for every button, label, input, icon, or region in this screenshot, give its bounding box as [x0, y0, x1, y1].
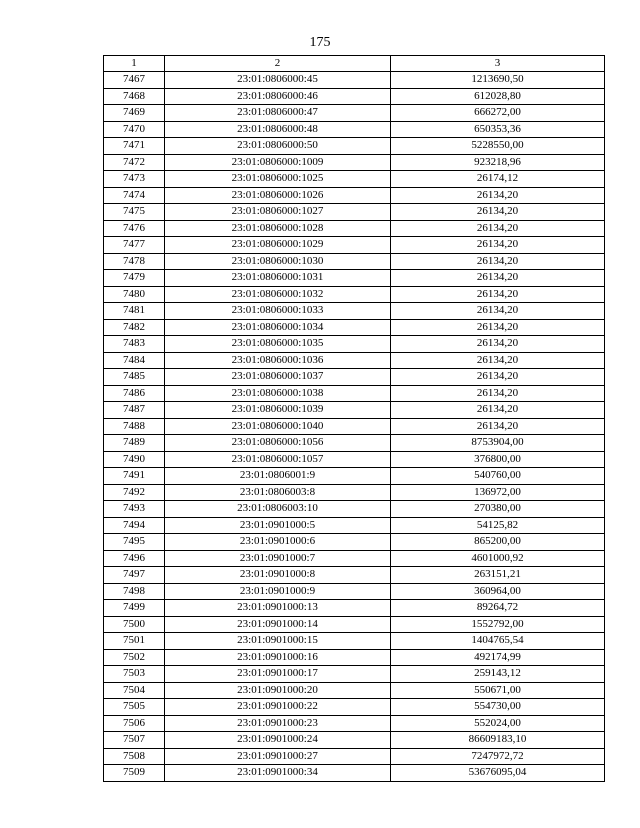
- value-cell: 923218,96: [391, 154, 605, 171]
- value-cell: 26134,20: [391, 220, 605, 237]
- table-row: [104, 451, 605, 468]
- value-cell: 4601000,92: [391, 550, 605, 567]
- row-number-cell: 7475: [104, 204, 165, 221]
- table-row: [104, 187, 605, 204]
- cadastral-number-cell: 23:01:0901000:34: [165, 765, 391, 782]
- row-number-cell: 7484: [104, 352, 165, 369]
- row-number-cell: 7496: [104, 550, 165, 567]
- row-number-cell: 7494: [104, 517, 165, 534]
- value-cell: 650353,36: [391, 121, 605, 138]
- row-number-cell: 7498: [104, 583, 165, 600]
- table-row: [104, 204, 605, 221]
- row-number-cell: 7491: [104, 468, 165, 485]
- table-row: [104, 352, 605, 369]
- value-cell: 26134,20: [391, 385, 605, 402]
- row-number-cell: 7487: [104, 402, 165, 419]
- cadastral-number-cell: 23:01:0901000:9: [165, 583, 391, 600]
- cadastral-number-cell: 23:01:0806000:1030: [165, 253, 391, 270]
- table-row: [104, 220, 605, 237]
- row-number-cell: 7479: [104, 270, 165, 287]
- table-row: [104, 517, 605, 534]
- row-number-cell: 7509: [104, 765, 165, 782]
- row-number-cell: 7488: [104, 418, 165, 435]
- row-number-cell: 7471: [104, 138, 165, 155]
- cadastral-number-cell: 23:01:0806000:1056: [165, 435, 391, 452]
- cadastral-number-cell: 23:01:0806003:8: [165, 484, 391, 501]
- row-number-cell: 7504: [104, 682, 165, 699]
- cadastral-number-cell: 23:01:0806000:1029: [165, 237, 391, 254]
- table-row: [104, 748, 605, 765]
- value-cell: 54125,82: [391, 517, 605, 534]
- cadastral-number-cell: 23:01:0806000:1035: [165, 336, 391, 353]
- table-row: [104, 319, 605, 336]
- row-number-cell: 7472: [104, 154, 165, 171]
- table-row: [104, 567, 605, 584]
- cadastral-number-cell: 23:01:0806003:10: [165, 501, 391, 518]
- table-row: [104, 682, 605, 699]
- table-row: [104, 583, 605, 600]
- table-row: [104, 600, 605, 617]
- cadastral-number-cell: 23:01:0806000:1033: [165, 303, 391, 320]
- cadastral-number-cell: 23:01:0806001:9: [165, 468, 391, 485]
- row-number-cell: 7470: [104, 121, 165, 138]
- cadastral-number-cell: 23:01:0901000:5: [165, 517, 391, 534]
- value-cell: 26174,12: [391, 171, 605, 188]
- column-header: 2: [165, 56, 391, 72]
- cadastral-number-cell: 23:01:0806000:1040: [165, 418, 391, 435]
- cadastral-number-cell: 23:01:0901000:24: [165, 732, 391, 749]
- value-cell: 554730,00: [391, 699, 605, 716]
- table-body: [104, 72, 605, 782]
- cadastral-number-cell: 23:01:0901000:17: [165, 666, 391, 683]
- table-row: [104, 468, 605, 485]
- page-number: 175: [309, 35, 331, 50]
- value-cell: 136972,00: [391, 484, 605, 501]
- cadastral-number-cell: 23:01:0806000:1009: [165, 154, 391, 171]
- table-row: [104, 154, 605, 171]
- row-number-cell: 7489: [104, 435, 165, 452]
- column-header: 3: [391, 56, 605, 72]
- row-number-cell: 7493: [104, 501, 165, 518]
- cadastral-number-cell: 23:01:0901000:8: [165, 567, 391, 584]
- table-row: [104, 666, 605, 683]
- row-number-cell: 7473: [104, 171, 165, 188]
- cadastral-number-cell: 23:01:0806000:1038: [165, 385, 391, 402]
- cadastral-number-cell: 23:01:0806000:47: [165, 105, 391, 122]
- row-number-cell: 7485: [104, 369, 165, 386]
- cadastral-number-cell: 23:01:0806000:1057: [165, 451, 391, 468]
- cadastral-number-cell: 23:01:0806000:1036: [165, 352, 391, 369]
- column-header: 1: [104, 56, 165, 72]
- cadastral-number-cell: 23:01:0901000:27: [165, 748, 391, 765]
- value-cell: 552024,00: [391, 715, 605, 732]
- cadastral-number-cell: 23:01:0806000:1039: [165, 402, 391, 419]
- table-row: [104, 138, 605, 155]
- value-cell: 1404765,54: [391, 633, 605, 650]
- cadastral-number-cell: 23:01:0806000:45: [165, 72, 391, 89]
- value-cell: 26134,20: [391, 352, 605, 369]
- value-cell: 1213690,50: [391, 72, 605, 89]
- table-row: [104, 72, 605, 89]
- value-cell: 26134,20: [391, 319, 605, 336]
- cadastral-number-cell: 23:01:0806000:1032: [165, 286, 391, 303]
- cadastral-number-cell: 23:01:0806000:46: [165, 88, 391, 105]
- row-number-cell: 7495: [104, 534, 165, 551]
- row-number-cell: 7505: [104, 699, 165, 716]
- cadastral-number-cell: 23:01:0806000:1028: [165, 220, 391, 237]
- row-number-cell: 7467: [104, 72, 165, 89]
- cadastral-number-cell: 23:01:0806000:1034: [165, 319, 391, 336]
- table-header-row: [104, 56, 605, 72]
- cadastral-number-cell: 23:01:0901000:7: [165, 550, 391, 567]
- row-number-cell: 7477: [104, 237, 165, 254]
- table-row: [104, 121, 605, 138]
- row-number-cell: 7500: [104, 616, 165, 633]
- row-number-cell: 7474: [104, 187, 165, 204]
- value-cell: 26134,20: [391, 402, 605, 419]
- cadastral-number-cell: 23:01:0901000:16: [165, 649, 391, 666]
- row-number-cell: 7481: [104, 303, 165, 320]
- value-cell: 26134,20: [391, 237, 605, 254]
- data-table: [103, 55, 605, 782]
- value-cell: 376800,00: [391, 451, 605, 468]
- cadastral-number-cell: 23:01:0901000:6: [165, 534, 391, 551]
- value-cell: 666272,00: [391, 105, 605, 122]
- value-cell: 26134,20: [391, 286, 605, 303]
- row-number-cell: 7468: [104, 88, 165, 105]
- row-number-cell: 7501: [104, 633, 165, 650]
- table-row: [104, 633, 605, 650]
- value-cell: 26134,20: [391, 253, 605, 270]
- table-row: [104, 715, 605, 732]
- row-number-cell: 7508: [104, 748, 165, 765]
- row-number-cell: 7503: [104, 666, 165, 683]
- cadastral-number-cell: 23:01:0901000:22: [165, 699, 391, 716]
- value-cell: 26134,20: [391, 204, 605, 221]
- row-number-cell: 7482: [104, 319, 165, 336]
- cadastral-number-cell: 23:01:0901000:20: [165, 682, 391, 699]
- row-number-cell: 7497: [104, 567, 165, 584]
- cadastral-number-cell: 23:01:0901000:13: [165, 600, 391, 617]
- value-cell: 540760,00: [391, 468, 605, 485]
- table-row: [104, 649, 605, 666]
- cadastral-number-cell: 23:01:0806000:48: [165, 121, 391, 138]
- table-row: [104, 484, 605, 501]
- cadastral-number-cell: 23:01:0901000:14: [165, 616, 391, 633]
- table-row: [104, 105, 605, 122]
- value-cell: 26134,20: [391, 303, 605, 320]
- row-number-cell: 7506: [104, 715, 165, 732]
- row-number-cell: 7476: [104, 220, 165, 237]
- value-cell: 26134,20: [391, 270, 605, 287]
- table-row: [104, 501, 605, 518]
- cadastral-number-cell: 23:01:0806000:1037: [165, 369, 391, 386]
- table-row: [104, 550, 605, 567]
- value-cell: 5228550,00: [391, 138, 605, 155]
- table-row: [104, 402, 605, 419]
- table-row: [104, 732, 605, 749]
- value-cell: 7247972,72: [391, 748, 605, 765]
- value-cell: 263151,21: [391, 567, 605, 584]
- table-row: [104, 699, 605, 716]
- value-cell: 8753904,00: [391, 435, 605, 452]
- value-cell: 89264,72: [391, 600, 605, 617]
- table-row: [104, 303, 605, 320]
- value-cell: 259143,12: [391, 666, 605, 683]
- row-number-cell: 7483: [104, 336, 165, 353]
- table-row: [104, 286, 605, 303]
- table-row: [104, 336, 605, 353]
- cadastral-number-cell: 23:01:0901000:23: [165, 715, 391, 732]
- table-row: [104, 88, 605, 105]
- value-cell: 492174,99: [391, 649, 605, 666]
- value-cell: 360964,00: [391, 583, 605, 600]
- table-row: [104, 253, 605, 270]
- cadastral-number-cell: 23:01:0901000:15: [165, 633, 391, 650]
- value-cell: 1552792,00: [391, 616, 605, 633]
- table-row: [104, 237, 605, 254]
- table-row: [104, 171, 605, 188]
- table-row: [104, 534, 605, 551]
- row-number-cell: 7478: [104, 253, 165, 270]
- row-number-cell: 7499: [104, 600, 165, 617]
- value-cell: 865200,00: [391, 534, 605, 551]
- value-cell: 26134,20: [391, 187, 605, 204]
- cadastral-number-cell: 23:01:0806000:1026: [165, 187, 391, 204]
- cadastral-number-cell: 23:01:0806000:1027: [165, 204, 391, 221]
- cadastral-number-cell: 23:01:0806000:1025: [165, 171, 391, 188]
- value-cell: 53676095,04: [391, 765, 605, 782]
- value-cell: 26134,20: [391, 369, 605, 386]
- value-cell: 26134,20: [391, 336, 605, 353]
- value-cell: 86609183,10: [391, 732, 605, 749]
- table-row: [104, 385, 605, 402]
- value-cell: 550671,00: [391, 682, 605, 699]
- value-cell: 26134,20: [391, 418, 605, 435]
- row-number-cell: 7507: [104, 732, 165, 749]
- table-row: [104, 435, 605, 452]
- table-row: [104, 418, 605, 435]
- cadastral-number-cell: 23:01:0806000:50: [165, 138, 391, 155]
- value-cell: 612028,80: [391, 88, 605, 105]
- table-row: [104, 616, 605, 633]
- row-number-cell: 7492: [104, 484, 165, 501]
- row-number-cell: 7486: [104, 385, 165, 402]
- row-number-cell: 7502: [104, 649, 165, 666]
- table-row: [104, 270, 605, 287]
- row-number-cell: 7490: [104, 451, 165, 468]
- cadastral-number-cell: 23:01:0806000:1031: [165, 270, 391, 287]
- row-number-cell: 7480: [104, 286, 165, 303]
- row-number-cell: 7469: [104, 105, 165, 122]
- value-cell: 270380,00: [391, 501, 605, 518]
- table-row: [104, 765, 605, 782]
- table-row: [104, 369, 605, 386]
